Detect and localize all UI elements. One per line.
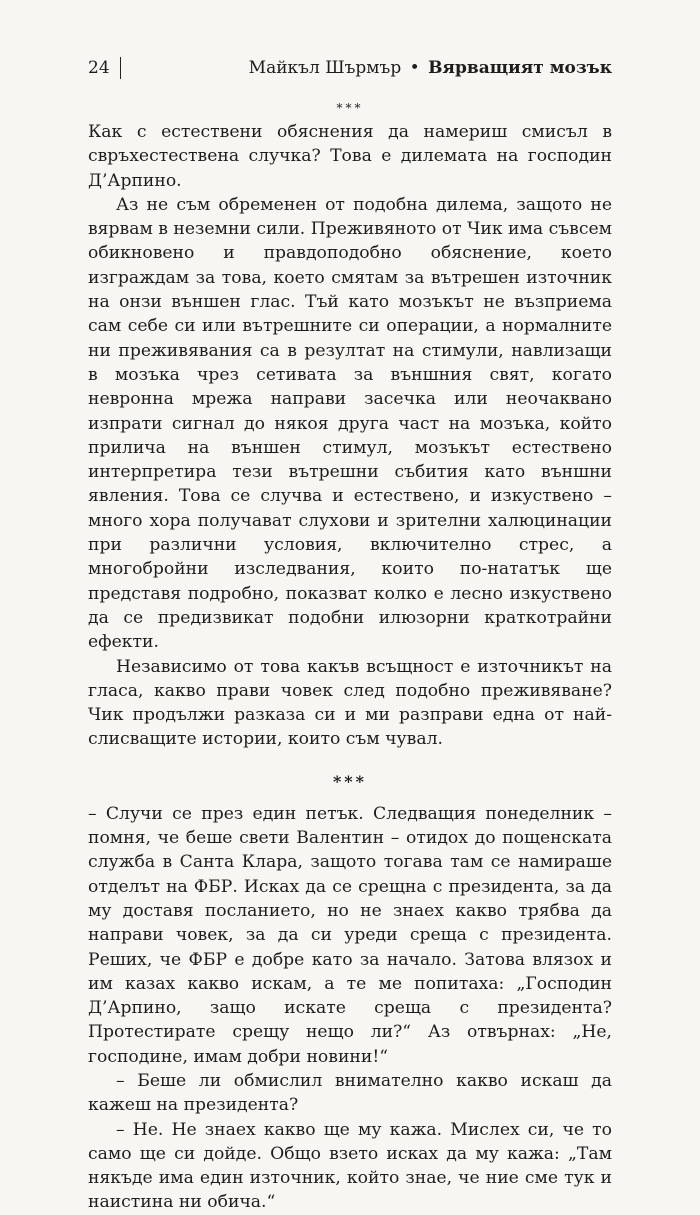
paragraph: Независимо от това какъв всъщност е източникът на гласа, какво прави човек след подобно преживяване? Чик продължи разказа си и ми разправи една от най-слисващите истории, които съм чувал. bbox=[88, 656, 612, 750]
dialogue-paragraph: – Случи се през един петък. Следващия понеделник – помня, че беше свети Валентин – отидох до пощенската служба в Санта Клара, защото тогава там се намираше отделът на ФБР. Исках да се срещна с президента, за да му доставя посланието, но не знаех какво трябва да направи човек, за да си уреди среща с президента. Реших, че ФБР е добре като за начало. Затова влязох и им казах какво искам, а те ме попитаха: „Господин Д’Арпино, защо искате среща с президента? Протестирате срещу нещо ли?“ Аз отвърнах: „Не, господине, имам добри новини!“ bbox=[88, 803, 612, 1067]
dialogue-paragraph: – Беше ли обмислил внимателно какво искаш да кажеш на президента? bbox=[88, 1070, 612, 1116]
book-title: Вярващият мозък bbox=[428, 58, 612, 78]
paragraph: Как с естествени обяснения да намериш смисъл в свръхестествена случка? Това е дилемата на господин Д’Арпино. bbox=[88, 122, 612, 191]
page-header bbox=[88, 56, 612, 80]
header-bullet: • bbox=[409, 58, 420, 78]
section-separator: *** bbox=[336, 101, 364, 115]
page-number: 24 bbox=[88, 58, 110, 78]
dialogue-paragraph: – Не. Не знаех какво ще му кажа. Мислех си, че то само ще си дойде. Общо взето исках да му кажа: „Там някъде има един източник, който знае, че ние сме тук и наистина ни обича.“ bbox=[88, 1119, 612, 1213]
header-divider bbox=[120, 57, 121, 79]
running-head bbox=[249, 56, 612, 80]
page-body bbox=[88, 96, 612, 1215]
author-name: Майкъл Шърмър bbox=[248, 58, 402, 78]
section-separator: *** bbox=[332, 771, 368, 791]
paragraph: Аз не съм обременен от подобна дилема, защото не вярвам в неземни сили. Преживяното от Чик има съвсем обикновено и правдоподобно обяснение, което изграждам за това, което смятам за вътрешен източник на онзи външен глас. Тъй като мозъкът не възприема сам себе си или вътрешните си операции, а нормалните ни преживявания са в резултат на стимули, навлизащи в мозъка чрез сетивата за външния свят, когато невронна мрежа направи засечка или неочаквано изпрати сигнал до някоя друга част на мозъка, който прилича на външен стимул, мозъкът естествено интерпретира тези вътрешни събития като външни явления. Това се случва и естествено, и изкуствено – много хора получават слухови и зрителни халюцинации при различни условия, включително стрес, а многобройни изследвания, които по-нататък ще представя подробно, показват колко е лесно изкуствено да се предизвикат подобни илюзорни краткотрайни ефекти. bbox=[88, 194, 612, 653]
